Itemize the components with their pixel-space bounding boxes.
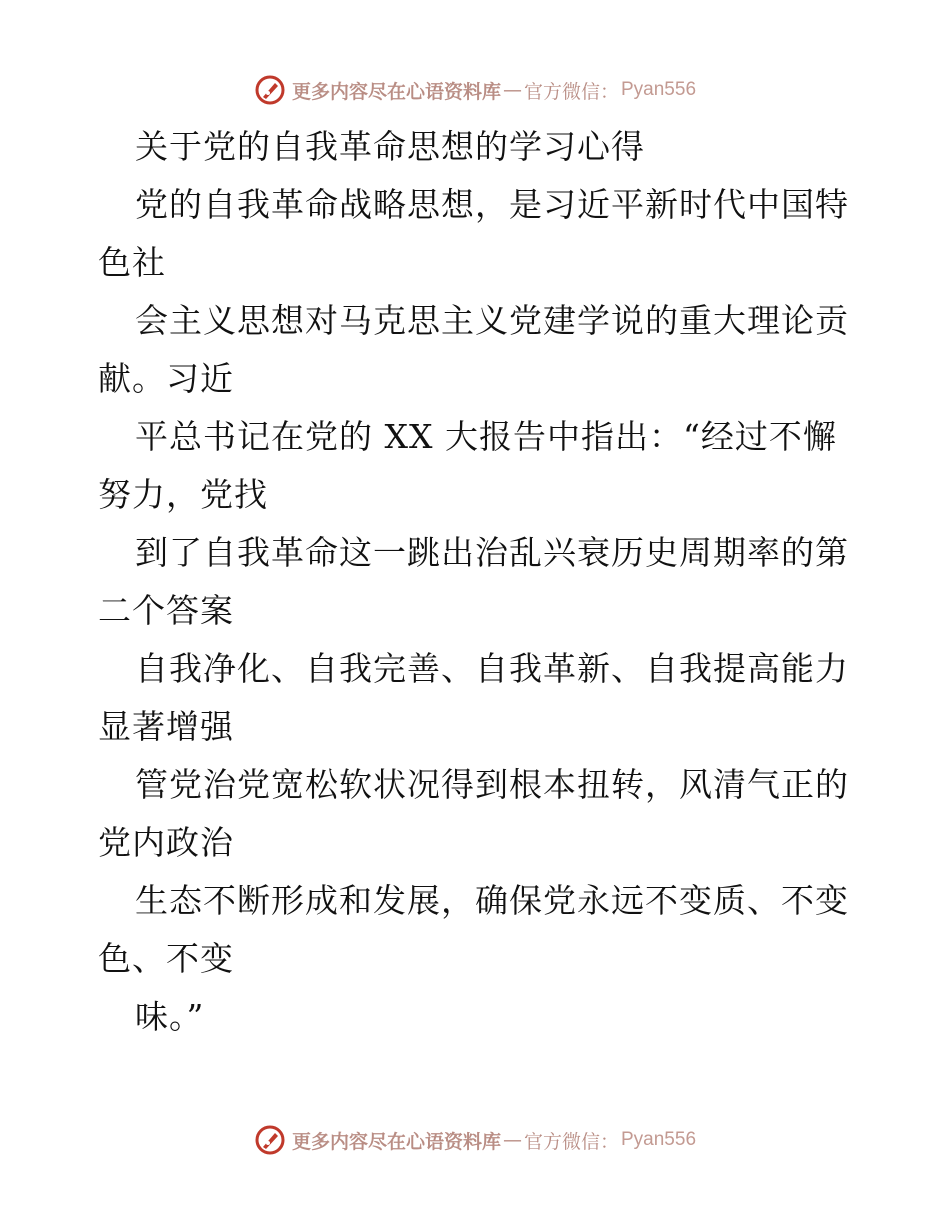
header-wechat-id: Pyan556 (621, 79, 697, 100)
paragraph-line: 自我净化、自我完善、自我革新、自我提高能力 (135, 649, 849, 688)
header-dash: — (502, 79, 522, 101)
paragraph-line: 会主义思想对马克思主义党建学说的重大理论贡 (135, 301, 849, 340)
paragraph-line: 献。习近 (98, 359, 234, 398)
paragraph-line: 党内政治 (98, 823, 234, 862)
pen-nib-logo-icon (254, 74, 286, 106)
paragraph-line: 平总书记在党的 XX 大报告中指出：“经过不懈 (135, 417, 837, 456)
document-title: 关于党的自我革命思想的学习心得 (135, 127, 645, 166)
paragraph-line: 努力，党找 (98, 475, 268, 514)
footer-wechat-id: Pyan556 (621, 1129, 697, 1150)
paragraph-line: 色、不变 (98, 939, 234, 978)
paragraph-line: 生态不断形成和发展，确保党永远不变质、不变 (135, 881, 849, 920)
paragraph-line: 到了自我革命这一跳出治乱兴衰历史周期率的第 (135, 533, 849, 572)
pen-nib-logo-icon (254, 1124, 286, 1156)
footer-brand-text: 更多内容尽在心语资料库 (291, 1130, 501, 1153)
header-banner (0, 70, 950, 110)
paragraph-line: 显著增强 (98, 707, 234, 746)
paragraph-line: 管党治党宽松软状况得到根本扭转，风清气正的 (135, 765, 849, 804)
paragraph-line: 色社 (98, 243, 166, 282)
paragraph-line: 二个答案 (98, 591, 234, 630)
paragraph-line: 味。” (135, 997, 205, 1036)
paragraph-line: 党的自我革命战略思想，是习近平新时代中国特 (135, 185, 849, 224)
header-wechat-label: 官方微信： (523, 80, 619, 103)
footer-dash: — (502, 1129, 522, 1151)
footer-wechat-label: 官方微信： (523, 1130, 619, 1153)
footer-banner (0, 1120, 950, 1160)
header-brand-text: 更多内容尽在心语资料库 (291, 80, 501, 103)
